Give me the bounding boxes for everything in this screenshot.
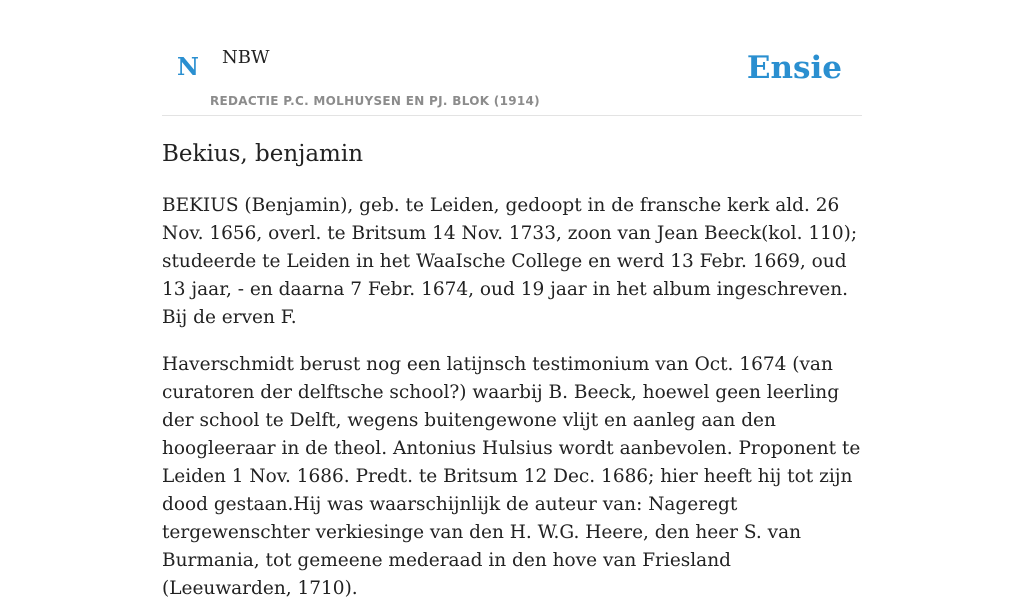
source-subtitle: REDACTIE P.C. MOLHUYSEN EN PJ. BLOK (1914) [210, 94, 540, 108]
article-paragraph: BEKIUS (Benjamin), geb. te Leiden, gedoopt in de fransche kerk ald. 26 Nov. 1656, overl. te Britsum 14 Nov. 1733, zoon van Jean Beeck(kol. 110); studeerde te Leiden in het WaaIsche College en werd 13 Febr. 1669, oud 13 jaar, - en daarna 7 Febr. 1674, oud 19 jaar in het album ingeschreven. Bij de erven F. [162, 195, 858, 328]
source-name-link[interactable]: NBW [222, 47, 270, 68]
source-logo-icon[interactable]: N [177, 52, 199, 81]
article-paragraph: Haverschmidt berust nog een latijnsch testimonium van Oct. 1674 (van curatoren der delftsche school?) waarbij B. Beeck, hoewel geen leerling der school te Delft, wegens buitengewone vlijt en aanleg aan den hoogleeraar in de theol. Antonius Hulsius wordt aanbevolen. Proponent te Leiden 1 Nov. 1686. Predt. te Britsum 12 Dec. 1686; hier heeft hij tot zijn dood gestaan.Hij was waarschijnlijk de auteur van: Nageregt tergewenschter verkiesinge van den H. W.G. Heere, den heer S. van Burmania, tot gemeene mederaad in den hove van Friesland (Leeuwarden, 1710). [162, 354, 861, 599]
brand-logo-link[interactable]: Ensie [746, 50, 842, 86]
article-title: Bekius, benjamin [162, 141, 364, 167]
site-header [162, 0, 862, 116]
article [162, 136, 862, 603]
